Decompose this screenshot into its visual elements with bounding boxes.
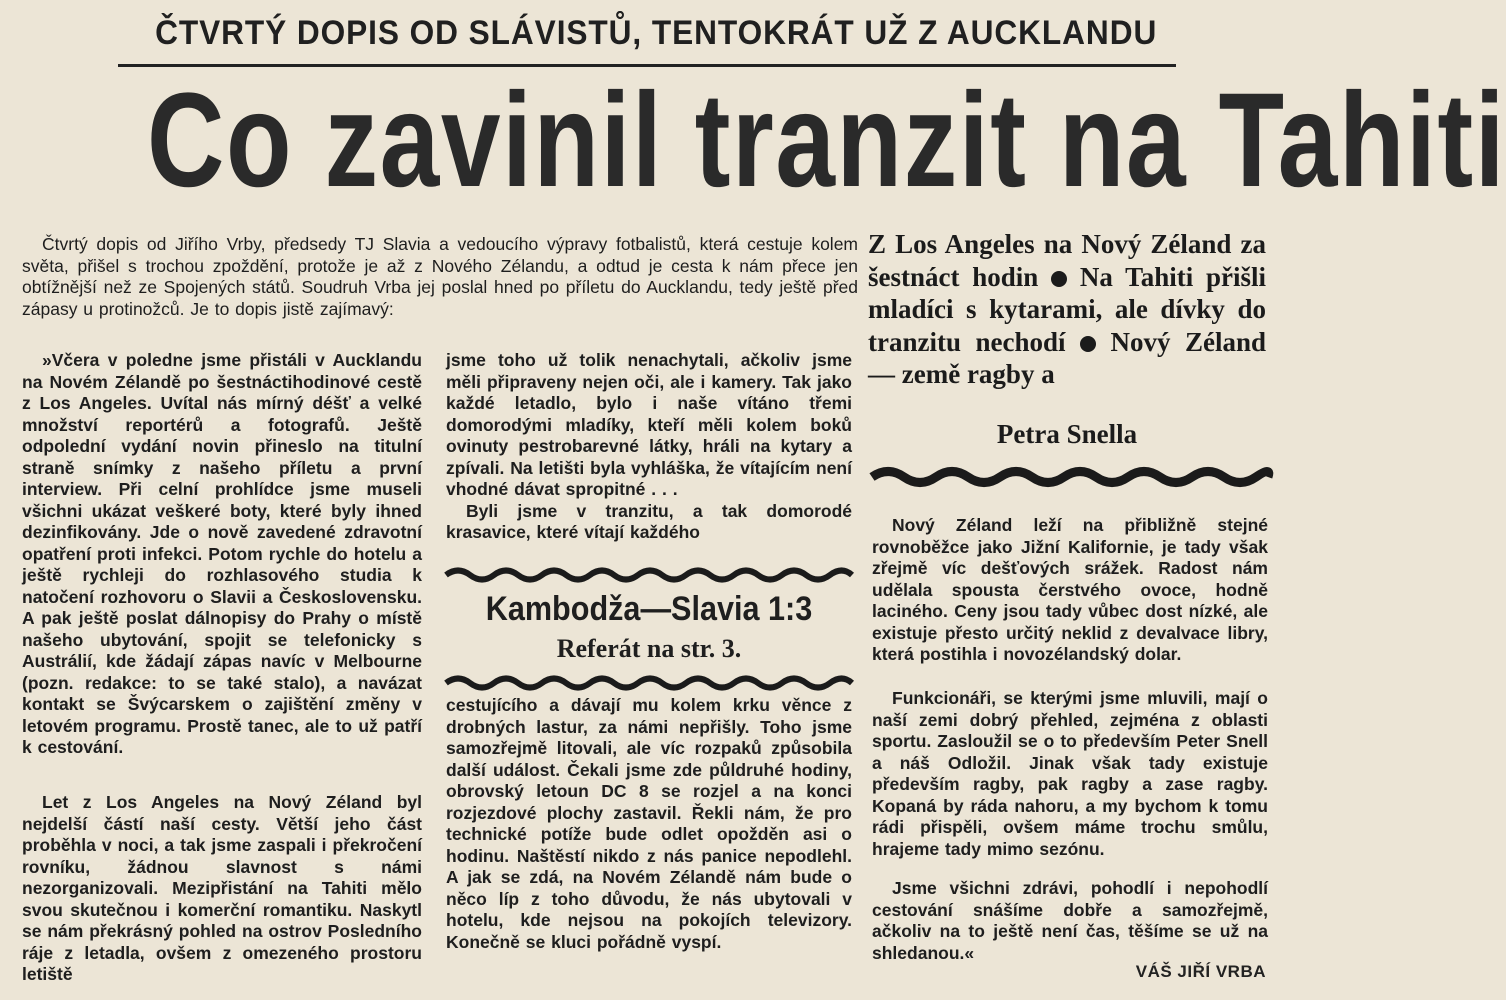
column2-paragraph: jsme toho už tolik nenachytali, ačkoliv jsme měli připraveny nejen oči, ale i kamery. Tak jako každé letadlo, bylo i naše vítáno třemi domorodými mladíky, kteří měli kolem boků ovinuty pestrobarevné látky, hráli na kytary a zpívali. Na letišti byla vyhláška, že vítajícím není vhodné dávat spropitné . . . bbox=[446, 350, 852, 499]
score-headline: Kambodža—Slavia 1:3 bbox=[485, 590, 813, 628]
column4c-paragraph: Jsme všichni zdrávi, pohodlí i nepohodlí cestování snášíme dobře a samozřejmě, ačkoliv na to ještě není čas, těšíme se už na shledanou.« bbox=[872, 878, 1268, 963]
wave-divider-right bbox=[872, 466, 1268, 488]
column2b-paragraph: Byli jsme v tranzitu, a tak domorodé krasavice, které vítají každého bbox=[446, 500, 852, 542]
subheadline-4: Petra Snella bbox=[996, 419, 1138, 449]
bullet-dot-icon bbox=[1080, 336, 1096, 352]
subheadline-2: Na Tahiti přišli mladíci s kytarami, ale dívky do tranzitu nechodí bbox=[868, 261, 1266, 357]
bullet-dot-icon bbox=[1051, 271, 1067, 287]
column2-block bbox=[446, 350, 852, 544]
column1-paragraph: »Včera v poledne jsme přistáli v Aucklandu na Novém Zélandě po šestnáctihodinové cestě z Los Angeles. Uvítal nás mírný déšť a velké množství reportérů a fotografů. Ještě odpolední vydání novin přineslo na titulní straně snímky z našeho příletu a první interview. Při celní prohlídce jsme museli všichni ukázat veškeré boty, které byly ihned dezinfikovány. Jde o nově zavedené zdravotní opatření proti infekci. Potom rychle do hotelu a ještě rychleji do rozhlasového studia k natočení rozhovoru o Slavii a Československu. A pak ještě poslat dálnopisy do Prahy o místě našeho ubytování, spojit se telefonicky s Austrálií, kde žádají zápas navíc v Melbourne (pozn. redakce: to se také stalo), a navázat kontakt se Švýcarskem o zajištění změny v letovém programu. Prostě tanec, ale to už patří k cestování. bbox=[22, 350, 422, 757]
subheadline-3: Nový Zéland — země ragby a bbox=[868, 326, 1267, 389]
subheadline-block bbox=[868, 228, 1266, 391]
wave-divider-upper bbox=[446, 566, 852, 584]
column1b-paragraph: Let z Los Angeles na Nový Zéland byl nejdelší částí naší cesty. Větší jeho část proběhla v noci, a tak jsme zaspali i překročení rovníku, žádnou slavnost s námi nezorganizovali. Mezipřistání na Tahiti mělo svou skutečnou i komerční romantiku. Naskytl se nám překrásný pohled na ostrov Posledního ráje z letadla, ovšem z omezeného prostoru letiště bbox=[22, 792, 422, 984]
kicker: ČTVRTÝ DOPIS OD SLÁVISTŮ, TENTOKRÁT UŽ Z AUCKLANDU bbox=[155, 14, 1158, 52]
report-reference: Referát na str. 3. bbox=[556, 634, 742, 663]
column4a-paragraph: Nový Zéland leží na přibližně stejné rovnoběžce jako Jižní Kalifornie, je tady však zřejmě víc dešťových srážek. Radost nám udělala spousta čerstvého ovoce, hodně laciného. Ceny jsou tady vůbec dost nízké, ale existuje přesto určitý neklid z devalvace libry, která postihla i novozélandský dolar. bbox=[872, 515, 1268, 664]
signature: VÁŠ JIŘÍ VRBA bbox=[1135, 962, 1266, 981]
intro-paragraph: Čtvrtý dopis od Jiřího Vrby, předsedy TJ Slavia a vedoucího výpravy fotbalistů, která cestuje kolem světa, přišel s trochou zpoždění, protože je až z Nového Zélandu, a odtud je cesta k nám přece jen obtížnější než ze Spojených států. Soudruh Vrba jej poslal hned po příletu do Aucklandu, tedy ještě před zápasy u protinožců. Je to dopis jistě zajímavý: bbox=[22, 234, 858, 319]
wave-divider-lower bbox=[446, 674, 852, 692]
headline: Co zavinil tranzit na Tahiti bbox=[147, 66, 1506, 215]
column4b-paragraph: Funkcionáři, se kterými jsme mluvili, mají o naší zemi dobrý přehled, zejména z oblasti sportu. Zasloužil se o to především Peter Snell a náš Odložil. Jinak však tady existuje především ragby, pak ragby a zase ragby. Kopaná by ráda nahoru, a my bychom k tomu rádi přispěli, ovšem máme trochu smůlu, hrajeme tady mimo sezónu. bbox=[872, 688, 1268, 859]
column3-paragraph: cestujícího a dávají mu kolem krku věnce z drobných lastur, za námi nepřišly. Toho jsme samozřejmě litovali, ale víc rozpaků způsobila další událost. Čekali jsme zde půldruhé hodiny, obrovský letoun DC 8 se rozjel a na konci rozjezdové plochy zastavil. Řekli nám, že pro technické potíže bude odlet opožděn asi o hodinu. Naštěstí nikdo z nás panice nepodlehl. A jak se zdá, na Novém Zélandě nám bude o něco líp z toho důvodu, že nás ubytovali v hotelu, kde nejsou na pokojích televizory. Konečně se kluci pořádně vyspí. bbox=[446, 695, 852, 952]
subheadline-1: Z Los Angeles na Nový Zéland za šestnáct hodin bbox=[868, 229, 1266, 292]
